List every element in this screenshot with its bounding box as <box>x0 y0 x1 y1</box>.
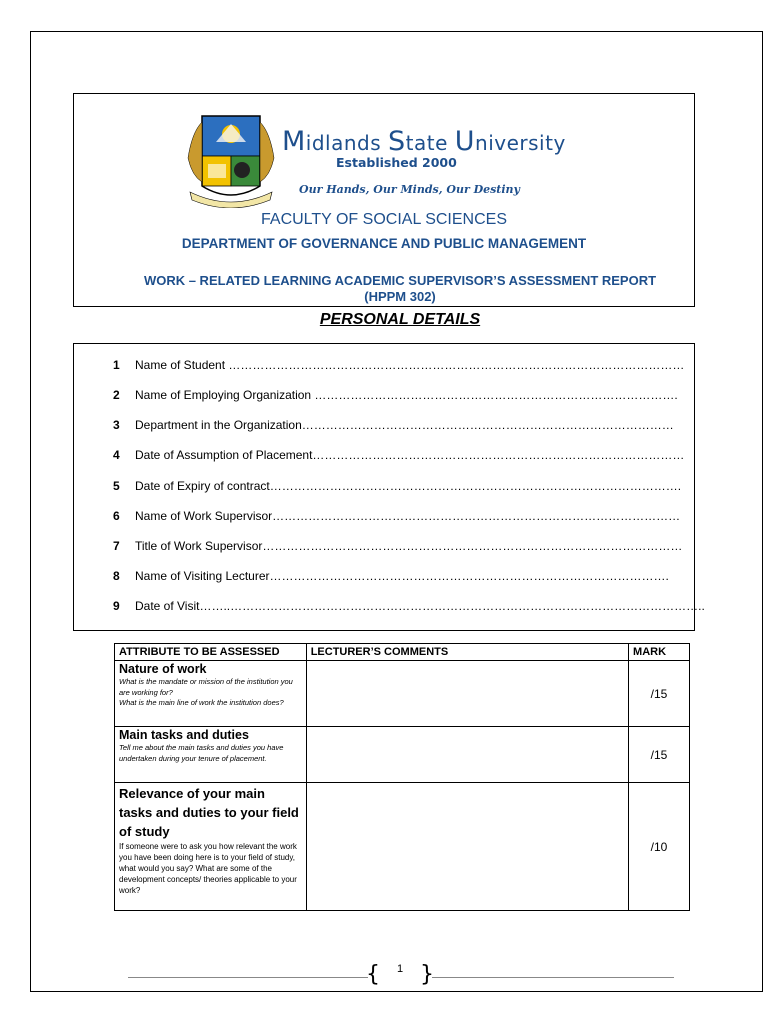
detail-number: 1 <box>113 358 120 372</box>
detail-label: Name of Work Supervisor………………………………………………………………………………………… <box>135 509 681 523</box>
footer-rule-right <box>432 977 674 978</box>
detail-row-date-of-assumption[interactable] <box>113 448 684 462</box>
left-brace-icon: { <box>366 962 380 987</box>
detail-number: 3 <box>113 418 120 432</box>
detail-label: Date of Expiry of contract…………………………………………………………………………………………. <box>135 479 682 493</box>
page-number: 1 <box>396 963 404 975</box>
attribute-description: Tell me about the main tasks and duties you have undertaken during your tenure of placement. <box>119 743 284 763</box>
lecturer-comments-cell[interactable] <box>306 661 628 727</box>
report-title-line: WORK – RELATED LEARNING ACADEMIC SUPERVISOR’S ASSESSMENT REPORT <box>143 273 657 288</box>
assessment-table <box>114 643 690 911</box>
detail-label: Name of Student …………………………………………………………………………………………………… <box>135 358 685 372</box>
mark-cell[interactable]: /15 <box>629 661 690 727</box>
detail-number: 6 <box>113 509 120 523</box>
attribute-title: Relevance of your main tasks and duties to your field of study <box>119 786 299 839</box>
right-brace-icon: } <box>420 962 434 987</box>
faculty-name: FACULTY OF SOCIAL SCIENCES <box>261 211 507 228</box>
detail-row-visiting-lecturer[interactable] <box>113 569 669 583</box>
section-title-personal-details: PERSONAL DETAILS <box>319 311 481 328</box>
table-row <box>115 727 690 783</box>
detail-number: 2 <box>113 388 120 402</box>
table-row <box>115 661 690 727</box>
attribute-cell <box>115 727 307 783</box>
mark-cell[interactable]: /15 <box>629 727 690 783</box>
university-name-logo: Midlands State University <box>282 126 566 157</box>
attribute-description: What is the mandate or mission of the institution you are working for? What is the main line of work the institution does? <box>119 677 293 707</box>
attribute-cell <box>115 661 307 727</box>
department-name: DEPARTMENT OF GOVERNANCE AND PUBLIC MANAGEMENT <box>181 236 587 251</box>
attribute-title: Main tasks and duties <box>119 728 249 742</box>
attribute-title: Nature of work <box>119 662 207 676</box>
table-row <box>115 783 690 911</box>
detail-row-date-of-visit[interactable] <box>113 599 705 613</box>
university-motto: Our Hands, Our Minds, Our Destiny <box>299 183 520 196</box>
detail-number: 7 <box>113 539 120 553</box>
course-code: (HPPM 302) <box>364 289 436 304</box>
detail-number: 5 <box>113 479 120 493</box>
report-title <box>100 273 700 305</box>
table-header-row <box>115 644 690 661</box>
detail-number: 9 <box>113 599 120 613</box>
detail-label: Date of Assumption of Placement………………………………………………………………………………… <box>135 448 685 462</box>
detail-row-department[interactable] <box>113 418 674 432</box>
detail-number: 8 <box>113 569 120 583</box>
lecturer-comments-cell[interactable] <box>306 783 628 911</box>
established-year: Established 2000 <box>336 155 457 170</box>
detail-row-name-of-student[interactable] <box>113 358 684 372</box>
detail-label: Title of Work Supervisor…………………………………………………………………………………………… <box>135 539 683 553</box>
detail-label: Name of Visiting Lecturer………………………………………………………………………………………. <box>135 569 669 583</box>
footer-rule-left <box>128 977 368 978</box>
detail-row-date-of-expiry[interactable] <box>113 479 681 493</box>
detail-row-work-supervisor-title[interactable] <box>113 539 682 553</box>
detail-label: Department in the Organization………………………………………………………………………………… <box>135 418 674 432</box>
column-header-mark: MARK <box>629 644 690 661</box>
detail-row-employing-organization[interactable] <box>113 388 678 402</box>
mark-cell[interactable]: /10 <box>629 783 690 911</box>
attribute-cell <box>115 783 307 911</box>
detail-row-work-supervisor-name[interactable] <box>113 509 680 523</box>
detail-number: 4 <box>113 448 120 462</box>
attribute-description: If someone were to ask you how relevant the work you have been doing here is to your field of study, what would you say? What are some of the development concepts/ theories applicable to your work? <box>119 842 297 895</box>
column-header-attribute: ATTRIBUTE TO BE ASSESSED <box>115 644 307 661</box>
university-crest-logo <box>186 112 276 208</box>
detail-label: Date of Visit……..……………………………………………………………………………………………………….. <box>135 599 705 613</box>
detail-label: Name of Employing Organization ………………………………………………………………………………. <box>135 388 678 402</box>
column-header-comments: LECTURER’S COMMENTS <box>306 644 628 661</box>
lecturer-comments-cell[interactable] <box>306 727 628 783</box>
